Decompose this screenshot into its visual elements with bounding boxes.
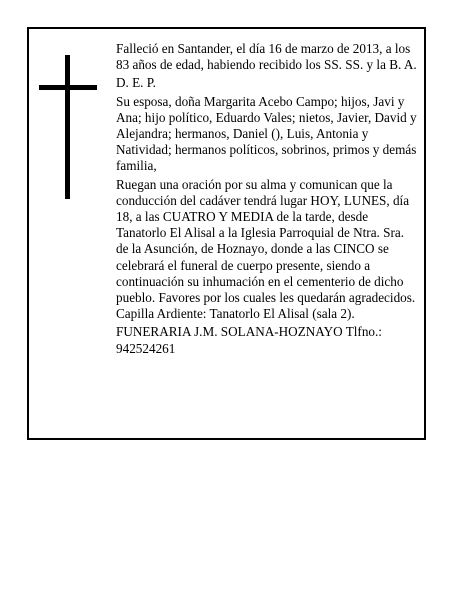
cross-icon [39,55,97,199]
cross-horizontal-bar [39,85,97,90]
cross-vertical-bar [65,55,70,199]
prayer-paragraph: Ruegan una oración por su alma y comunican que la conducción del cadáver tendrá lugar HOY, LUNES, día 18, a las CUATRO Y MEDIA de la tarde, desde Tanatorlo El Alisal a la Iglesia Parroquial de Ntra. Sra. de la Asunción, de Hoznayo, donde a las CINCO se celebrará el funeral de cuerpo presente, siendo a continuación su inhumación en el cementerio de dicho pueblo. Favores por los cuales les quedarán agradecidos. Capilla Ardiente: Tanatorlo El Alisal (sala 2). [116,176,416,322]
rip-line: D. E. P. [116,75,156,91]
announcement-paragraph: Falleció en Santander, el día 16 de marzo de 2013, a los 83 años de edad, habiendo recibido los SS. SS. y la B. A. [116,41,417,73]
funeral-home-line: FUNERARIA J.M. SOLANA-HOZNAYO Tlfno.: 942524261 [116,324,382,356]
obituary-notice [27,27,426,440]
obituary-text [116,41,418,359]
family-paragraph: Su esposa, doña Margarita Acebo Campo; hijos, Javi y Ana; hijo político, Eduardo Vales; nietos, Javier, David y Alejandra; hermanos, Daniel (), Luis, Antonia y Natividad; hermanos políticos, sobrinos, primos y demás familia, [116,93,417,174]
